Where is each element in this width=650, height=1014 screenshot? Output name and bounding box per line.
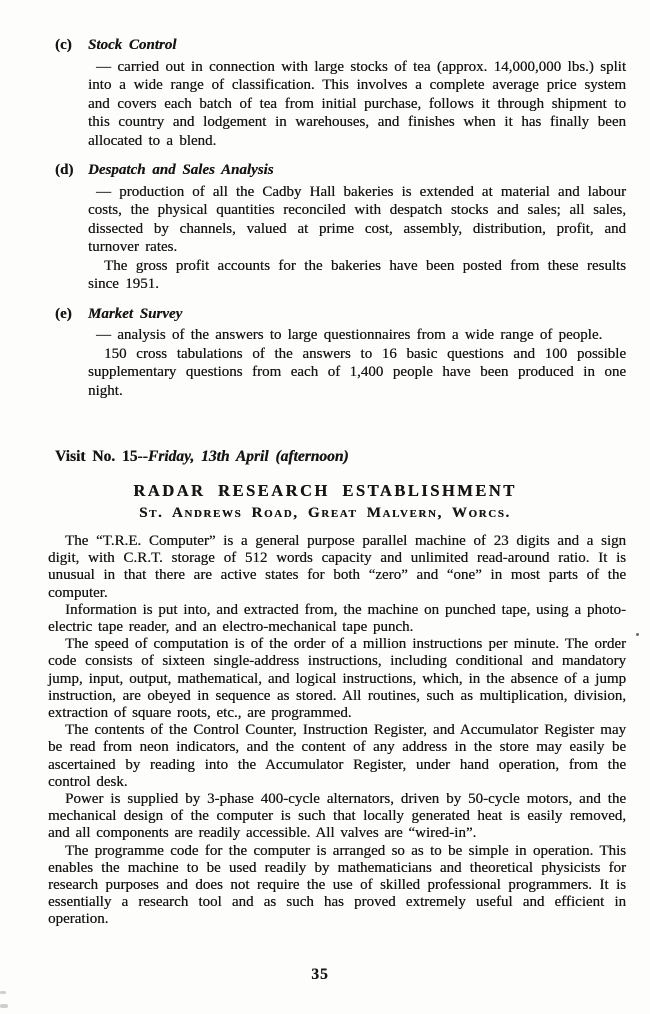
section-title: Despatch and Sales Analysis xyxy=(88,162,274,178)
establishment-address-heading: St. Andrews Road, Great Malvern, Worcs. xyxy=(139,505,511,521)
visit-heading xyxy=(55,448,626,466)
scan-speck xyxy=(0,1004,8,1008)
body-paragraph: The speed of computation is of the order of a million instructions per minute. The order code consists of sixteen single-address instructions, including conditional and mandatory jump, input, output, mathematical, and logical instructions, which, in the absence of a jump instruction, are obeyed in sequence as stored. All routines, such as multiplication, division, extraction of square roots, etc., are programmed. xyxy=(48,636,626,722)
visit-date: Friday, 13th April (afternoon) xyxy=(147,448,349,465)
section-paragraph: The gross profit accounts for the bakeries have been posted from these results since 1951. xyxy=(88,257,626,292)
section-paragraph: — carried out in connection with large stocks of tea (approx. 14,000,000 lbs.) split into a wide range of classification. This involves a complete average price system and covers each batch of tea from initial purchase, follows it through shipment to this country and lodgement in warehouses, and finishes when it has finally been allocated to a blend. xyxy=(88,58,626,149)
section-stock-control xyxy=(55,36,626,150)
establishment-name-heading: RADAR RESEARCH ESTABLISHMENT xyxy=(133,481,517,500)
lettered-sections xyxy=(0,0,650,400)
section-market-survey xyxy=(55,305,626,401)
section-despatch-sales xyxy=(55,161,626,294)
section-body xyxy=(88,305,626,401)
section-title: Stock Control xyxy=(88,37,177,53)
body-paragraph: Power is supplied by 3-phase 400-cycle alternators, driven by 50-cycle motors, and the mechanical design of the computer is such that locally generated heat is easily removed, and all components are readily accessible. All valves are “wired-in”. xyxy=(48,791,626,842)
section-label: (d) xyxy=(55,162,74,178)
section-paragraph: — production of all the Cadby Hall bakeries is extended at material and labour costs, the physical quantities reconciled with despatch stocks and sales; all sales, dissected by channels, valued at prime cost, assembly, distribution, profit, and turnover rates. xyxy=(88,183,626,255)
section-body xyxy=(88,36,626,150)
section-label: (e) xyxy=(55,305,72,322)
body-paragraph: The contents of the Control Counter, Instruction Register, and Accumulator Register may be read from neon indicators, and the content of any address in the store may easily be ascertained by reading into the Accumulator Register, under hand operation, from the control desk. xyxy=(48,722,626,790)
visit-number: Visit No. 15 xyxy=(55,448,138,465)
scan-speck xyxy=(636,633,639,636)
page-number: 35 xyxy=(311,966,329,983)
section-body xyxy=(88,161,626,294)
section-label: (c) xyxy=(55,37,72,53)
section-title: Market Survey xyxy=(88,305,183,322)
section-paragraph: — analysis of the answers to large questionnaires from a wide range of people. xyxy=(96,327,603,343)
main-body-text xyxy=(48,533,626,929)
body-paragraph: Information is put into, and extracted from, the machine on punched tape, using a photo-electric tape reader, and an electro-mechanical tape punch. xyxy=(48,601,626,636)
body-paragraph: The “T.R.E. Computer” is a general purpose parallel machine of 23 digits and a sign digit, with C.R.T. storage of 512 words capacity and unlimited read-around ratio. It is unusual in that there are active states for both “zero” and “one” in most parts of the computer. xyxy=(48,533,626,601)
scan-speck xyxy=(0,991,6,994)
visit-separator: -- xyxy=(137,448,148,465)
body-paragraph: The programme code for the computer is arranged so as to be simple in operation. This enables the machine to be used readily by mathematicians and theoretical physicists for research purposes and does not require the use of skilled professional programmers. It is essentially a research tool and as such has proved extremely useful and efficient in operation. xyxy=(48,842,626,928)
section-paragraph: 150 cross tabulations of the answers to 16 basic questions and 100 possible supplementary questions from each of 1,400 people have been produced in one night. xyxy=(88,345,626,399)
